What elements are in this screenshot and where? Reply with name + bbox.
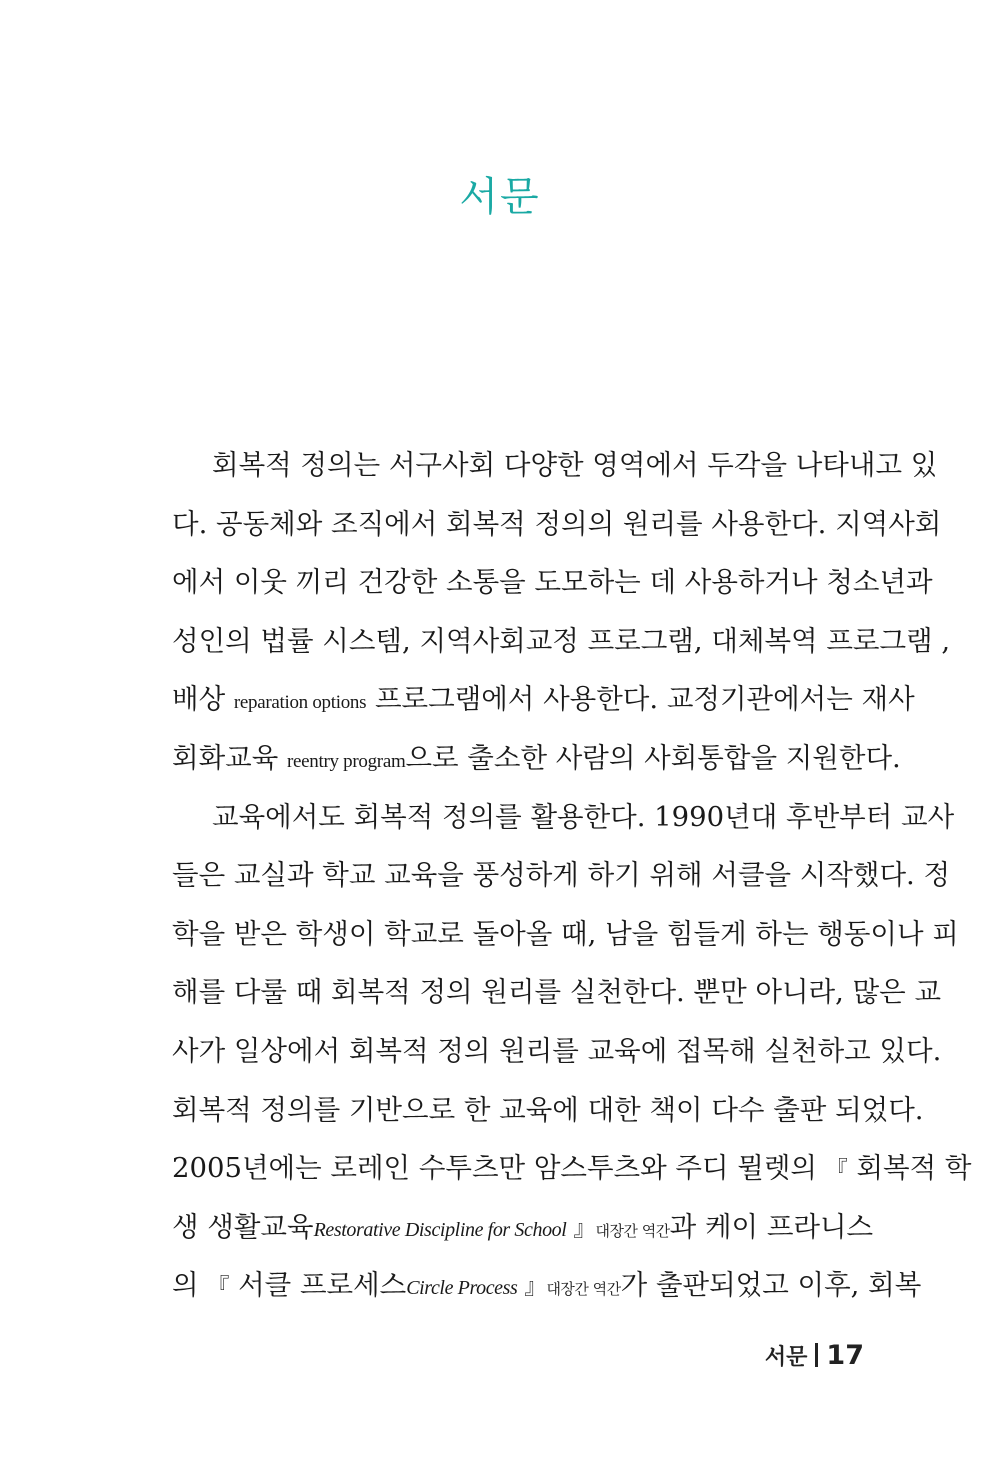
text-segment: 에서 이웃 끼리 건강한 소통을 도모하는 데 사용하거나 청소년과 xyxy=(172,566,933,599)
title-bracket: 』 xyxy=(566,1216,596,1242)
text-line xyxy=(172,729,901,788)
text-line xyxy=(172,1022,942,1081)
footer-divider xyxy=(815,1343,818,1367)
text-segment: 의 xyxy=(172,1269,208,1302)
paragraph xyxy=(172,436,951,788)
text-segment: 교육에서도 회복적 정의를 활용한다. 1990년대 후반부터 교사 xyxy=(212,800,955,833)
text-line xyxy=(172,1256,922,1315)
text-segment: 으로 출소한 사람의 사회통합을 지원한다. xyxy=(405,741,901,774)
text-segment: 회복적 학 xyxy=(847,1152,972,1185)
running-header-label: 서문 xyxy=(764,1345,808,1370)
text-line xyxy=(172,495,942,554)
title-bracket: 』 xyxy=(517,1275,547,1301)
translation-note: 대장간 역간 xyxy=(546,1280,621,1299)
page-number: 17 xyxy=(826,1340,864,1371)
title-bracket: 『 xyxy=(207,1275,230,1301)
text-segment: 2005년에는 로레인 수투츠만 암스투츠와 주디 뮐렛의 xyxy=(172,1152,826,1185)
text-segment: 회복적 정의를 기반으로 한 교육에 대한 책이 다수 출판 되었다. xyxy=(172,1093,924,1126)
text-line xyxy=(172,963,942,1022)
text-segment: 다. 공동체와 조직에서 회복적 정의의 원리를 사용한다. 지역사회 xyxy=(172,507,942,540)
body-text xyxy=(172,436,972,1315)
text-line xyxy=(172,1139,972,1198)
text-line xyxy=(172,1081,924,1140)
text-segment: 가 출판되었고 이후, 회복 xyxy=(620,1269,922,1302)
text-segment: 회화교육 xyxy=(172,741,288,774)
text-segment: 배상 xyxy=(172,683,234,716)
text-segment: 과 케이 프라니스 xyxy=(669,1210,874,1243)
translation-note: 대장간 역간 xyxy=(595,1221,670,1240)
text-segment: 학을 받은 학생이 학교로 돌아올 때, 남을 힘들게 하는 행동이나 피 xyxy=(172,917,959,950)
text-segment: 사가 일상에서 회복적 정의 원리를 교육에 접목해 실천하고 있다. xyxy=(172,1034,942,1067)
text-line xyxy=(172,905,959,964)
text-line xyxy=(172,612,951,671)
paragraph xyxy=(172,788,972,1315)
text-line xyxy=(172,670,915,729)
foreign-term: Circle Process xyxy=(406,1277,518,1300)
text-line xyxy=(172,788,955,847)
text-segment: 서클 프로세스 xyxy=(229,1269,407,1302)
text-line xyxy=(172,846,951,905)
text-segment: 해를 다룰 때 회복적 정의 원리를 실천한다. 뿐만 아니라, 많은 교 xyxy=(172,976,942,1009)
title-bracket: 『 xyxy=(825,1158,848,1184)
text-line xyxy=(172,553,933,612)
foreign-term: reparation options xyxy=(233,692,367,714)
foreign-term: reentry program xyxy=(287,750,406,772)
text-segment: 프로그램에서 사용한다. 교정기관에서는 재사 xyxy=(366,683,915,716)
text-segment: 들은 교실과 학교 교육을 풍성하게 하기 위해 서클을 시작했다. 정 xyxy=(172,859,951,892)
page-footer xyxy=(765,1340,864,1371)
foreign-term: Restorative Discipline for School xyxy=(313,1218,567,1241)
text-line xyxy=(172,436,938,495)
text-segment: 생 생활교육 xyxy=(172,1210,314,1243)
text-line xyxy=(172,1198,874,1257)
chapter-title: 서문 xyxy=(459,174,541,220)
text-segment: 회복적 정의는 서구사회 다양한 영역에서 두각을 나타내고 있 xyxy=(212,449,938,481)
text-segment: 성인의 법률 시스템, 지역사회교정 프로그램, 대체복역 프로그램 , xyxy=(172,624,951,657)
